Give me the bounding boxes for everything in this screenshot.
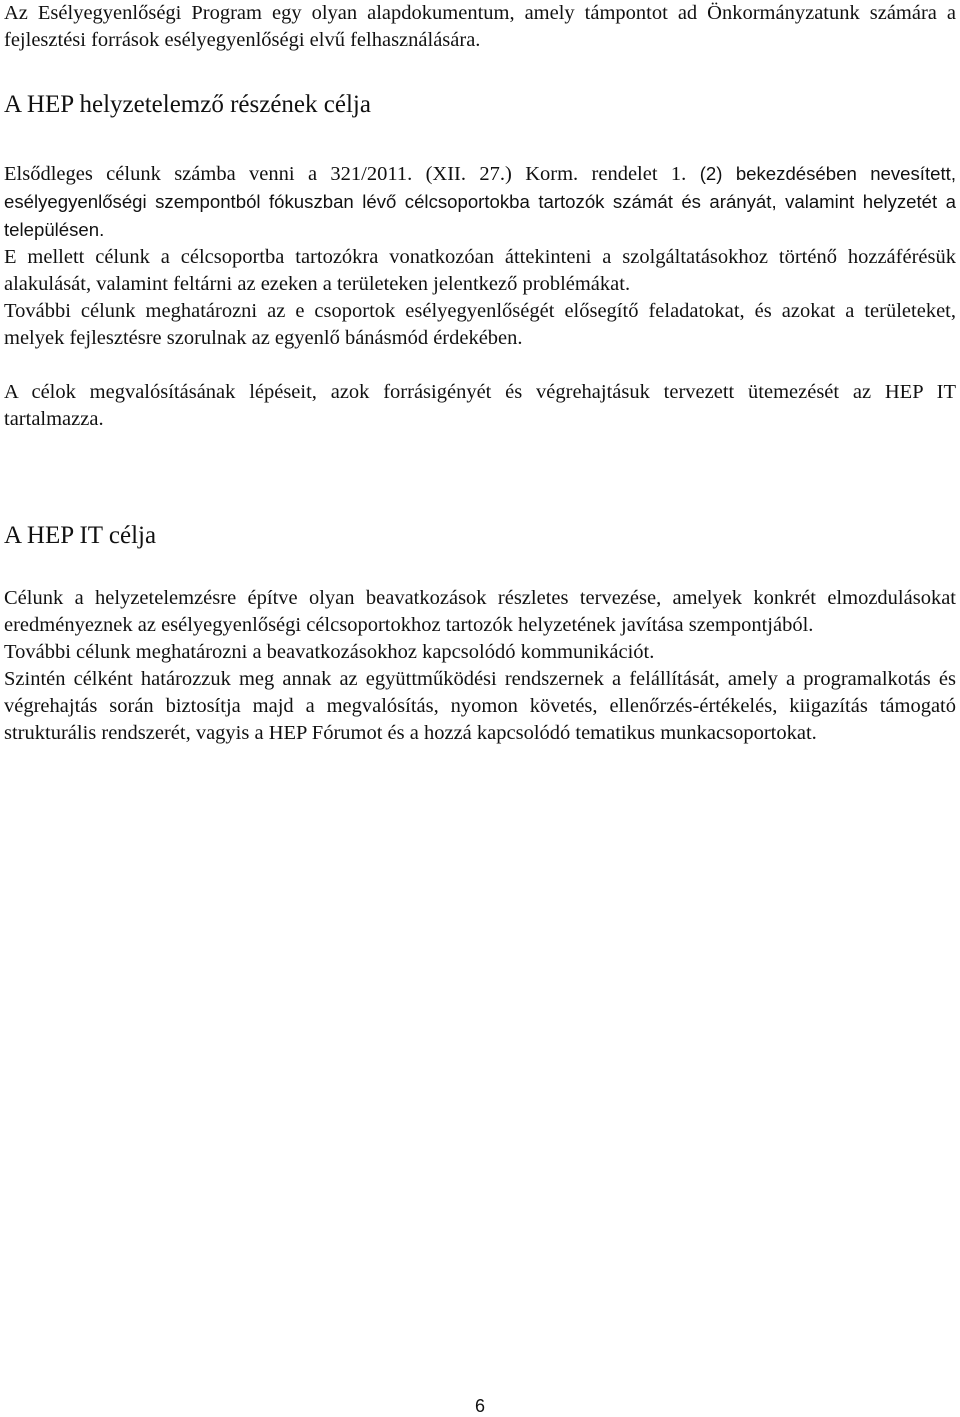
situation-paragraph-1-sans: (2) bekezdésében nevesített, esélyegyenlőségi szempontból fókuszban lévő célcsoportokba tartozók számát és arányát, valamint helyzetét a településen. (4, 163, 956, 240)
action-plan-paragraph-2: További célunk meghatározni a beavatkozásokhoz kapcsolódó kommunikációt. (4, 641, 655, 663)
situation-paragraph-1-serif: Elsődleges célunk számba venni a 321/2011. (XII. 27.) Korm. rendelet 1. (4, 163, 687, 185)
action-plan-paragraph-3: Szintén célként határozzuk meg annak az együttműködési rendszernek a felállítását, amely a programalkotás és végrehajtás során biztosítja majd a megvalósítás, nyomon követés, ellenőrzés-értékelés, kiigazítás támogató strukturális rendszerét, vagyis a HEP Fórumot és a hozzá kapcsolódó tematikus munkacsoportokat. (4, 668, 956, 744)
situation-paragraph-3: További célunk meghatározni az e csoportok esélyegyenlőségét elősegítő feladatokat, és azokat a területeket, melyek fejlesztésre szorulnak az egyenlő bánásmód érdekében. (4, 300, 956, 349)
page-number: 6 (474, 1396, 485, 1416)
document-page (4, 0, 956, 747)
situation-paragraph-1 (4, 160, 956, 244)
intro-paragraph: Az Esélyegyenlőségi Program egy olyan alapdokumentum, amely támpontot ad Önkormányzatunk számára a fejlesztési források esélyegyenlőségi elvű felhasználására. (4, 2, 956, 51)
heading-situation-analysis: A HEP helyzetelemző részének célja (4, 91, 371, 118)
situation-paragraph-4: A célok megvalósításának lépéseit, azok forrásigényét és végrehajtásuk tervezett ütemezését az HEP IT tartalmazza. (4, 381, 956, 430)
heading-action-plan: A HEP IT célja (4, 522, 157, 549)
situation-paragraph-2: E mellett célunk a célcsoportba tartozókra vonatkozóan áttekinteni a szolgáltatásokhoz történő hozzáférésük alakulását, valamint feltárni az ezeken a területeken jelentkező problémákat. (4, 246, 956, 295)
action-plan-paragraph-1: Célunk a helyzetelemzésre építve olyan beavatkozások részletes tervezése, amelyek konkrét elmozdulásokat eredményeznek az esélyegyenlőségi célcsoportokhoz tartozók helyzetének javítása szempontjából. (4, 587, 956, 636)
